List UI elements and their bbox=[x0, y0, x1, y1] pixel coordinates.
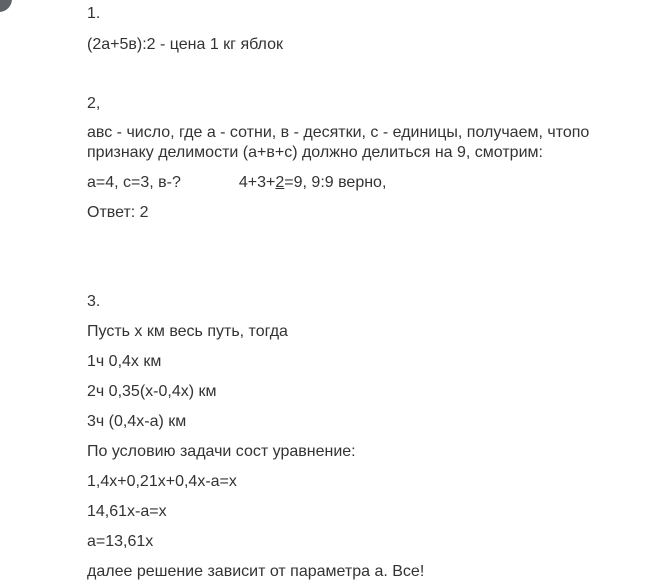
corner-circle-mark bbox=[0, 0, 12, 12]
problem-2-text-line-2: признаку делимости (а+в+с) должно делиться на 9, смотрим: bbox=[87, 144, 543, 161]
problem-2-check-prefix: 4+3+ bbox=[238, 174, 276, 191]
problem-1-number: 1. bbox=[87, 5, 101, 22]
problem-3-line: 1ч 0,4х км bbox=[87, 353, 162, 370]
problem-2-text-line-1: авс - число, где а - сотни, в - десятки, с - единицы, получаем, чтопо bbox=[87, 124, 590, 141]
problem-2-check-suffix: =9, 9:9 верно, bbox=[284, 174, 387, 191]
problem-2-answer: Ответ: 2 bbox=[87, 204, 149, 221]
problem-3-line: 3ч (0,4х-а) км bbox=[87, 413, 187, 430]
problem-2-given: а=4, с=3, в-? bbox=[87, 174, 181, 191]
problem-3-line: 2ч 0,35(х-0,4х) км bbox=[87, 383, 217, 400]
problem-3-line: Пусть х км весь путь, тогда bbox=[87, 323, 288, 340]
problem-3-line: 14,61х-а=х bbox=[87, 503, 167, 520]
problem-3-line: а=13,61х bbox=[87, 533, 154, 550]
problem-1-formula: (2а+5в):2 - цена 1 кг яблок bbox=[87, 36, 283, 53]
problem-2-given-and-check bbox=[87, 173, 386, 192]
problem-3-number: 3. bbox=[87, 293, 101, 310]
problem-2-number: 2, bbox=[87, 95, 101, 112]
problem-3-line: По условию задачи сост уравнение: bbox=[87, 443, 356, 460]
problem-2-check-digit: 2 bbox=[275, 174, 285, 191]
problem-3-line: 1,4х+0,21х+0,4х-а=х bbox=[87, 473, 237, 490]
problem-3-line: далее решение зависит от параметра а. Все! bbox=[87, 563, 425, 580]
